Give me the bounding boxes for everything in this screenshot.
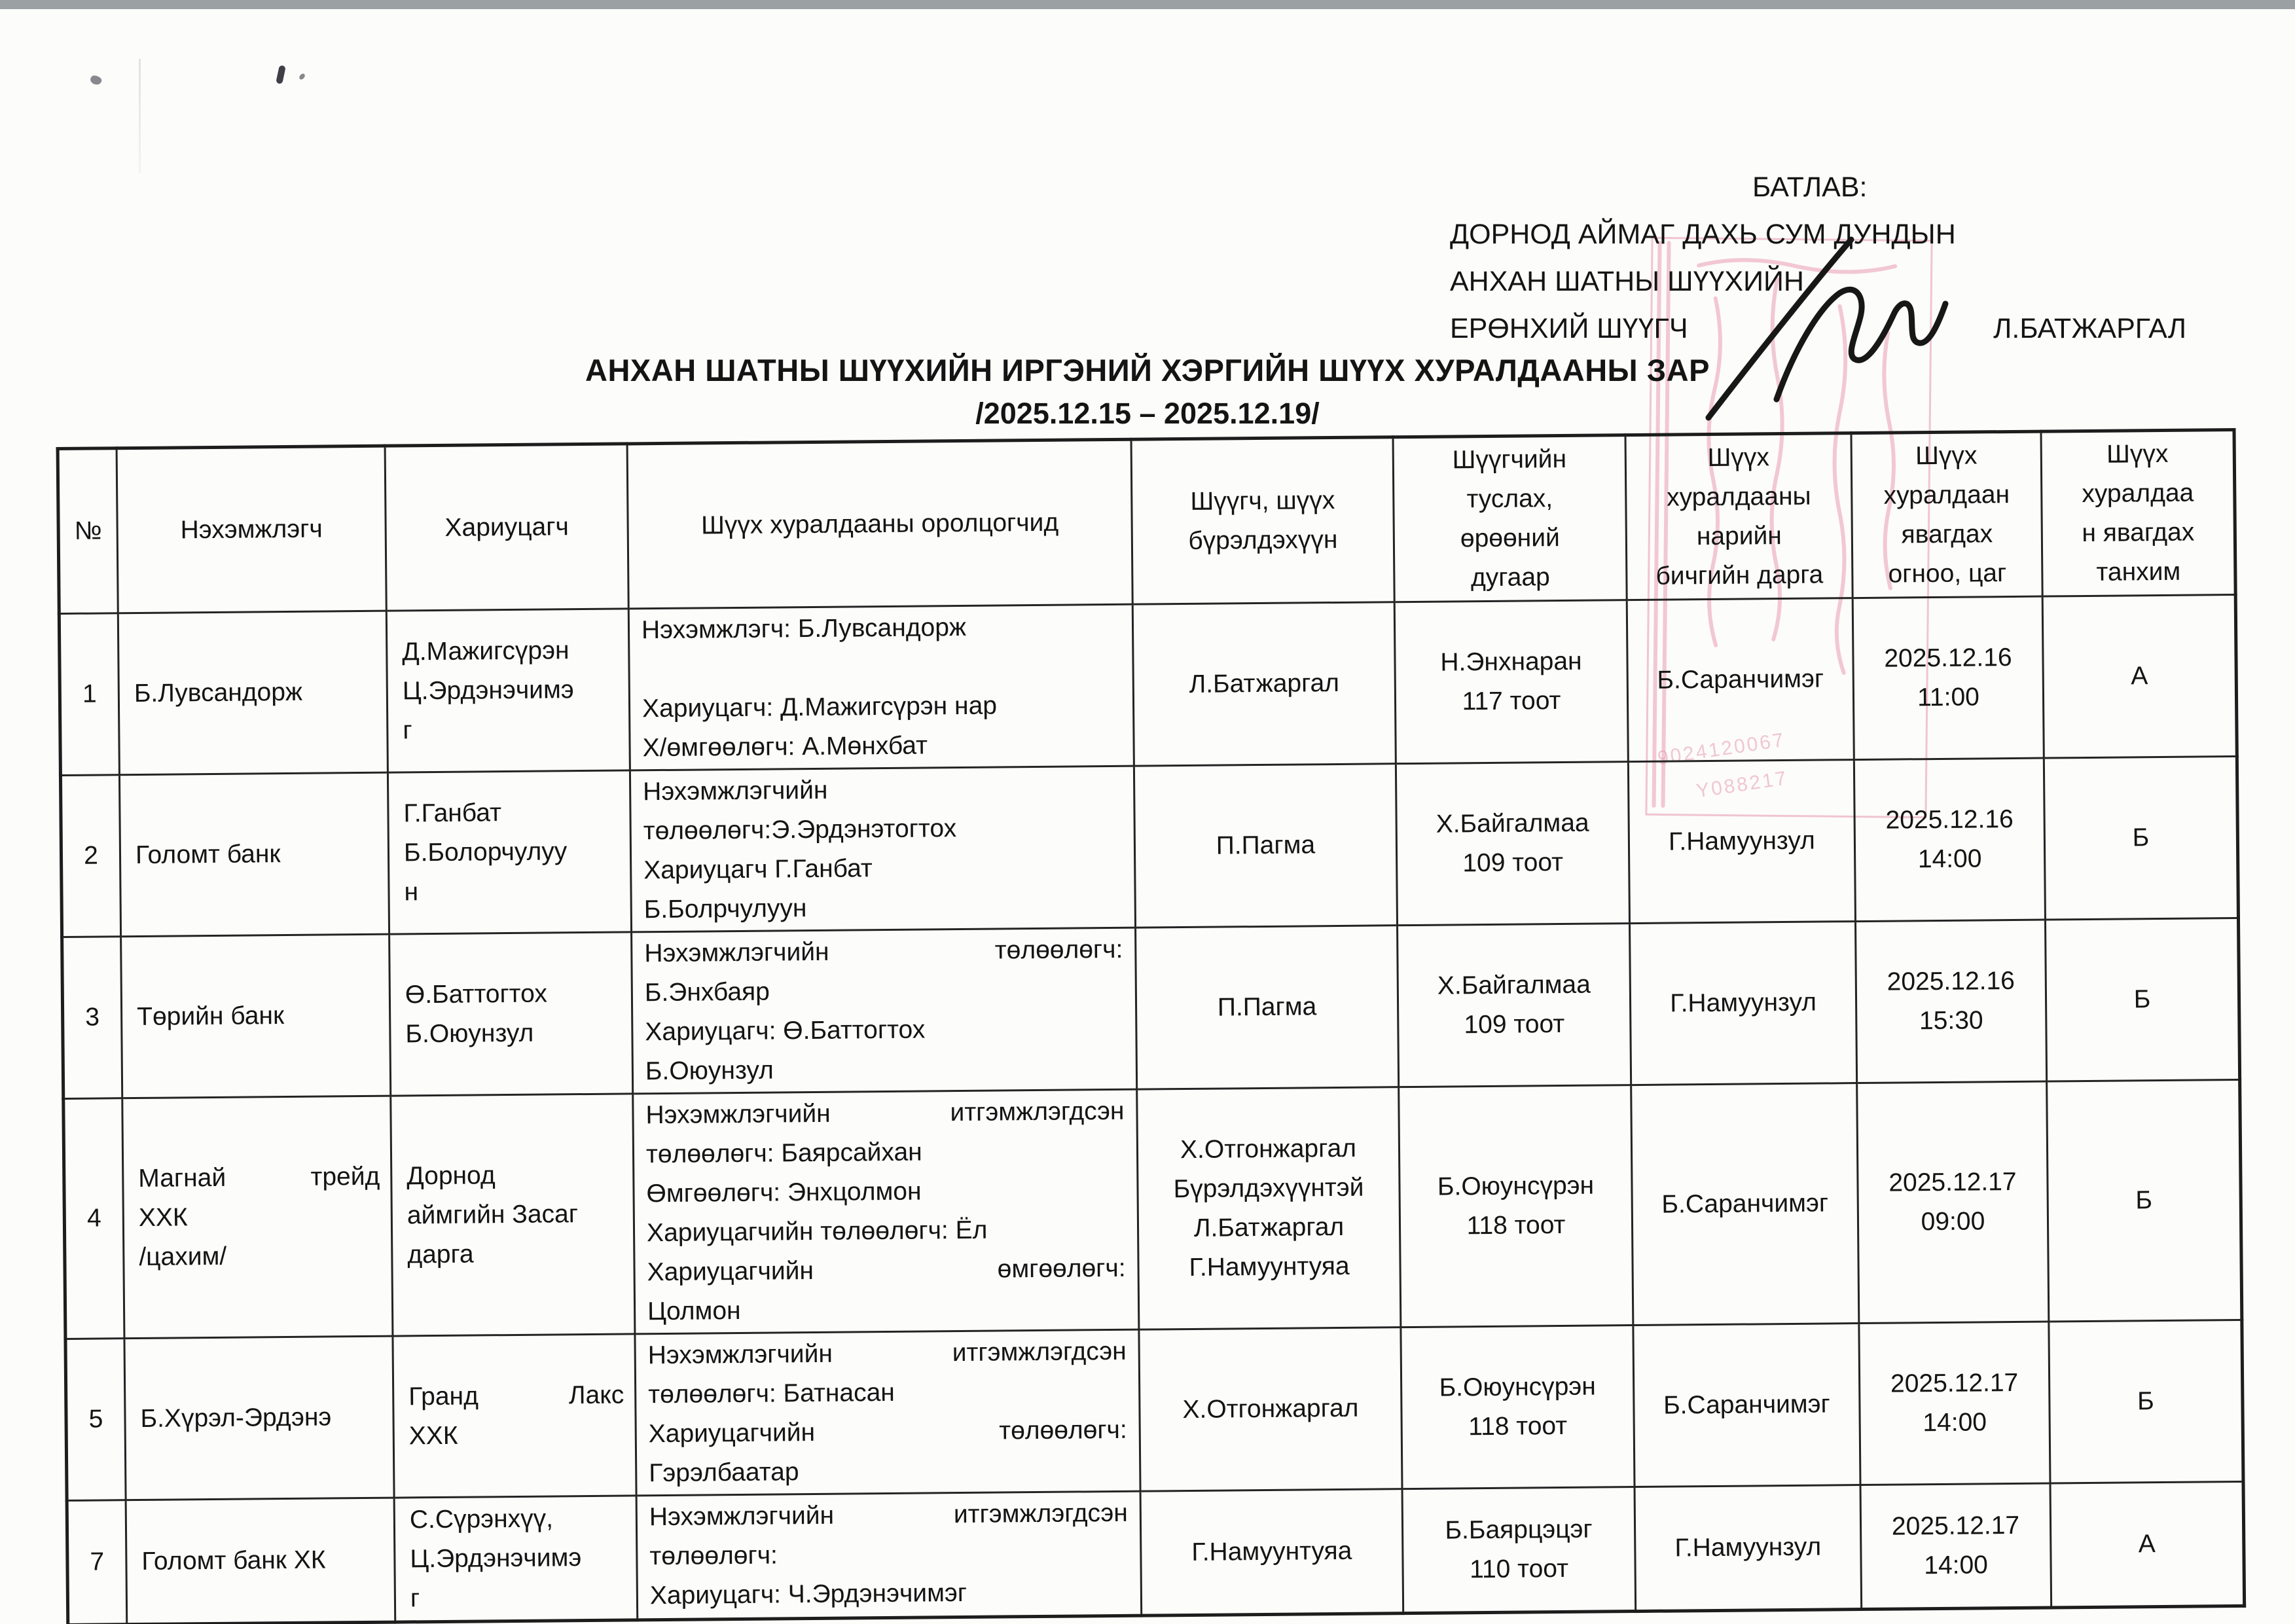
table-row	[63, 1079, 2242, 1339]
cell-participants: Нэхэмжлэгчийн итгэмжлэгдсэн төлөөлөгч: Баярсайхан Өмгөөлөгч: Энхцолмон Хариуцагчийн төлөөлөгч: Ёл Хариуцагчийн өмгөөлөгч: Цолмон	[633, 1089, 1139, 1334]
cell-room: Б	[2047, 1079, 2242, 1322]
cell-no: 3	[62, 937, 122, 1099]
approval-court-line-1: ДОРНОД АЙМАГ ДАХЬ СУМ ДУНДЫН	[1450, 219, 1956, 250]
cell-assistant: Н.Энхнаран 117 тоот	[1394, 600, 1628, 764]
cell-plaintiff: Голомт банк	[119, 772, 389, 937]
stamp-number: Y088217	[1695, 767, 1790, 803]
cell-participants: Нэхэмжлэгчийн итгэмжлэгдсэн төлөөлөгч: Батнасан Хариуцагчийн төлөөлөгч: Гэрэлбаатар	[635, 1329, 1140, 1496]
cell-datetime: 2025.12.17 14:00	[1860, 1483, 2051, 1610]
header-cell-no: №	[58, 448, 118, 614]
cell-datetime: 2025.12.16 11:00	[1852, 596, 2044, 760]
cell-judge: Г.Намуунтуяа	[1140, 1489, 1403, 1615]
cell-secretary: Б.Саранчимэг	[1631, 1083, 1859, 1326]
cell-defendant: Д.Мажигсүрэн Ц.Эрдэнэчимэ г	[386, 609, 630, 772]
ink-speck	[89, 74, 103, 86]
cell-judge: Х.Отгонжаргал Бүрэлдэхүүнтэй Л.Батжаргал Г.Намуунтуяа	[1137, 1087, 1401, 1329]
chief-judge-name: Л.БАТЖАРГАЛ	[1993, 313, 2186, 344]
header-cell-room: Шүүх хуралдаа н явагдах танхим	[2041, 430, 2235, 597]
approval-label: БАТЛАВ:	[1752, 171, 1868, 203]
table-row	[59, 594, 2237, 775]
cell-participants: Нэхэмжлэгч: Б.Лувсандорж Хариуцагч: Д.Мажигсүрэн нар Х/өмгөөлөгч: А.Мөнхбат	[628, 604, 1134, 770]
ink-speck	[298, 73, 306, 81]
cell-datetime: 2025.12.16 14:00	[1854, 758, 2045, 922]
approval-court-line-2: АНХАН ШАТНЫ ШҮҮХИЙН	[1450, 266, 1804, 297]
cell-secretary: Г.Намуунзул	[1628, 760, 1855, 924]
cell-secretary: Б.Саранчимэг	[1633, 1324, 1860, 1487]
cell-secretary: Г.Намуунзул	[1630, 922, 1857, 1085]
cell-datetime: 2025.12.16 15:30	[1855, 920, 2046, 1083]
cell-no: 5	[65, 1339, 126, 1501]
table-row	[60, 756, 2238, 937]
cell-participants: Нэхэмжлэгчийн төлөөлөгч:Э.Эрдэнэтогтох Хариуцагч Г.Ганбат Б.Болрчулуун	[630, 766, 1135, 932]
cell-plaintiff: Магнай трейд ХХК /цахим/	[122, 1096, 393, 1339]
approval-block	[1450, 164, 2186, 352]
cell-judge: Х.Отгонжаргал	[1139, 1327, 1402, 1491]
cell-secretary: Б.Саранчимэг	[1627, 598, 1854, 762]
cell-datetime: 2025.12.17 14:00	[1859, 1322, 2050, 1485]
scan-crease-line	[139, 59, 141, 173]
cell-no: 1	[59, 613, 119, 776]
cell-assistant: Х.Байгалмаа 109 тоот	[1396, 762, 1629, 926]
ink-speck	[276, 65, 286, 84]
cell-defendant: Гранд Лакс ХХК	[393, 1334, 636, 1498]
header-cell-datetime: Шүүх хуралдаан явагдах огноо, цаг	[1851, 431, 2042, 598]
cell-room: Б	[2044, 756, 2238, 920]
cell-judge: Л.Батжаргал	[1132, 602, 1396, 766]
cell-plaintiff: Голомт банк ХК	[126, 1498, 395, 1624]
header-cell-judge: Шүүгч, шүүх бүрэлдэхүүн	[1131, 437, 1394, 604]
cell-datetime: 2025.12.17 09:00	[1857, 1081, 2049, 1324]
table-row	[67, 1481, 2245, 1624]
cell-defendant: С.Сүрэнхүү, Ц.Эрдэнэчимэ г	[394, 1496, 638, 1622]
cell-assistant: Б.Оюунсүрэн 118 тоот	[1401, 1326, 1635, 1489]
table-row	[65, 1320, 2243, 1500]
schedule-table	[56, 428, 2247, 1624]
cell-room: А	[2042, 594, 2237, 758]
cell-no: 2	[60, 775, 120, 937]
cell-room: Б	[2045, 918, 2239, 1081]
cell-participants: Нэхэмжлэгчийн төлөөлөгч: Б.Энхбаяр Хариуцагч: Ө.Баттогтох Б.Оюунзул	[632, 928, 1137, 1094]
header-cell-defendant: Хариуцагч	[385, 444, 628, 611]
table-row	[62, 918, 2240, 1098]
header-row	[58, 430, 2235, 614]
header-cell-assistant: Шүүгчийн туслах, өрөөний дугаар	[1393, 435, 1627, 602]
cell-assistant: Б.Баярцэцэг 110 тоот	[1402, 1487, 1636, 1614]
cell-room: Б	[2049, 1320, 2243, 1483]
header-cell-plaintiff: Нэхэмжлэгч	[117, 446, 386, 613]
cell-plaintiff: Б.Лувсандорж	[118, 611, 388, 775]
cell-assistant: Х.Байгалмаа 109 тоот	[1398, 924, 1631, 1087]
cell-no: 7	[67, 1500, 127, 1624]
cell-defendant: Дорнод аймгийн Засаг дарга	[391, 1094, 635, 1336]
schedule-table-wrap	[56, 428, 2247, 1624]
cell-judge: П.Пагма	[1134, 764, 1397, 928]
scan-top-edge	[0, 0, 2295, 9]
date-range: /2025.12.15 – 2025.12.19/	[975, 397, 1320, 430]
cell-plaintiff: Төрийн банк	[121, 934, 391, 1098]
stamp-number: 9024120067	[1656, 729, 1787, 770]
cell-participants: Нэхэмжлэгчийн итгэмжлэгдсэн төлөөлөгч: Хариуцагч: Ч.Эрдэнэчимэг	[636, 1491, 1142, 1620]
header-cell-participants: Шүүх хуралдааны оролцогчид	[627, 439, 1132, 609]
cell-secretary: Г.Намуунзул	[1635, 1485, 1862, 1612]
cell-defendant: Ө.Баттогтох Б.Оюунзул	[389, 932, 633, 1096]
cell-no: 4	[63, 1098, 124, 1339]
page-title: АНХАН ШАТНЫ ШҮҮХИЙН ИРГЭНИЙ ХЭРГИЙН ШҮҮХ ХУРАЛДААНЫ ЗАР	[585, 353, 1710, 388]
cell-judge: П.Пагма	[1136, 926, 1399, 1089]
cell-defendant: Г.Ганбат Б.Болорчулуу н	[388, 770, 631, 934]
cell-plaintiff: Б.Хүрэл-Эрдэнэ	[124, 1336, 394, 1500]
cell-room: А	[2050, 1481, 2245, 1608]
chief-judge-label: ЕРӨНХИЙ ШҮҮГЧ	[1450, 313, 1688, 344]
header-cell-secretary: Шүүх хуралдааны нарийн бичгийн дарга	[1625, 433, 1852, 600]
cell-assistant: Б.Оюунсүрэн 118 тоот	[1399, 1085, 1633, 1327]
